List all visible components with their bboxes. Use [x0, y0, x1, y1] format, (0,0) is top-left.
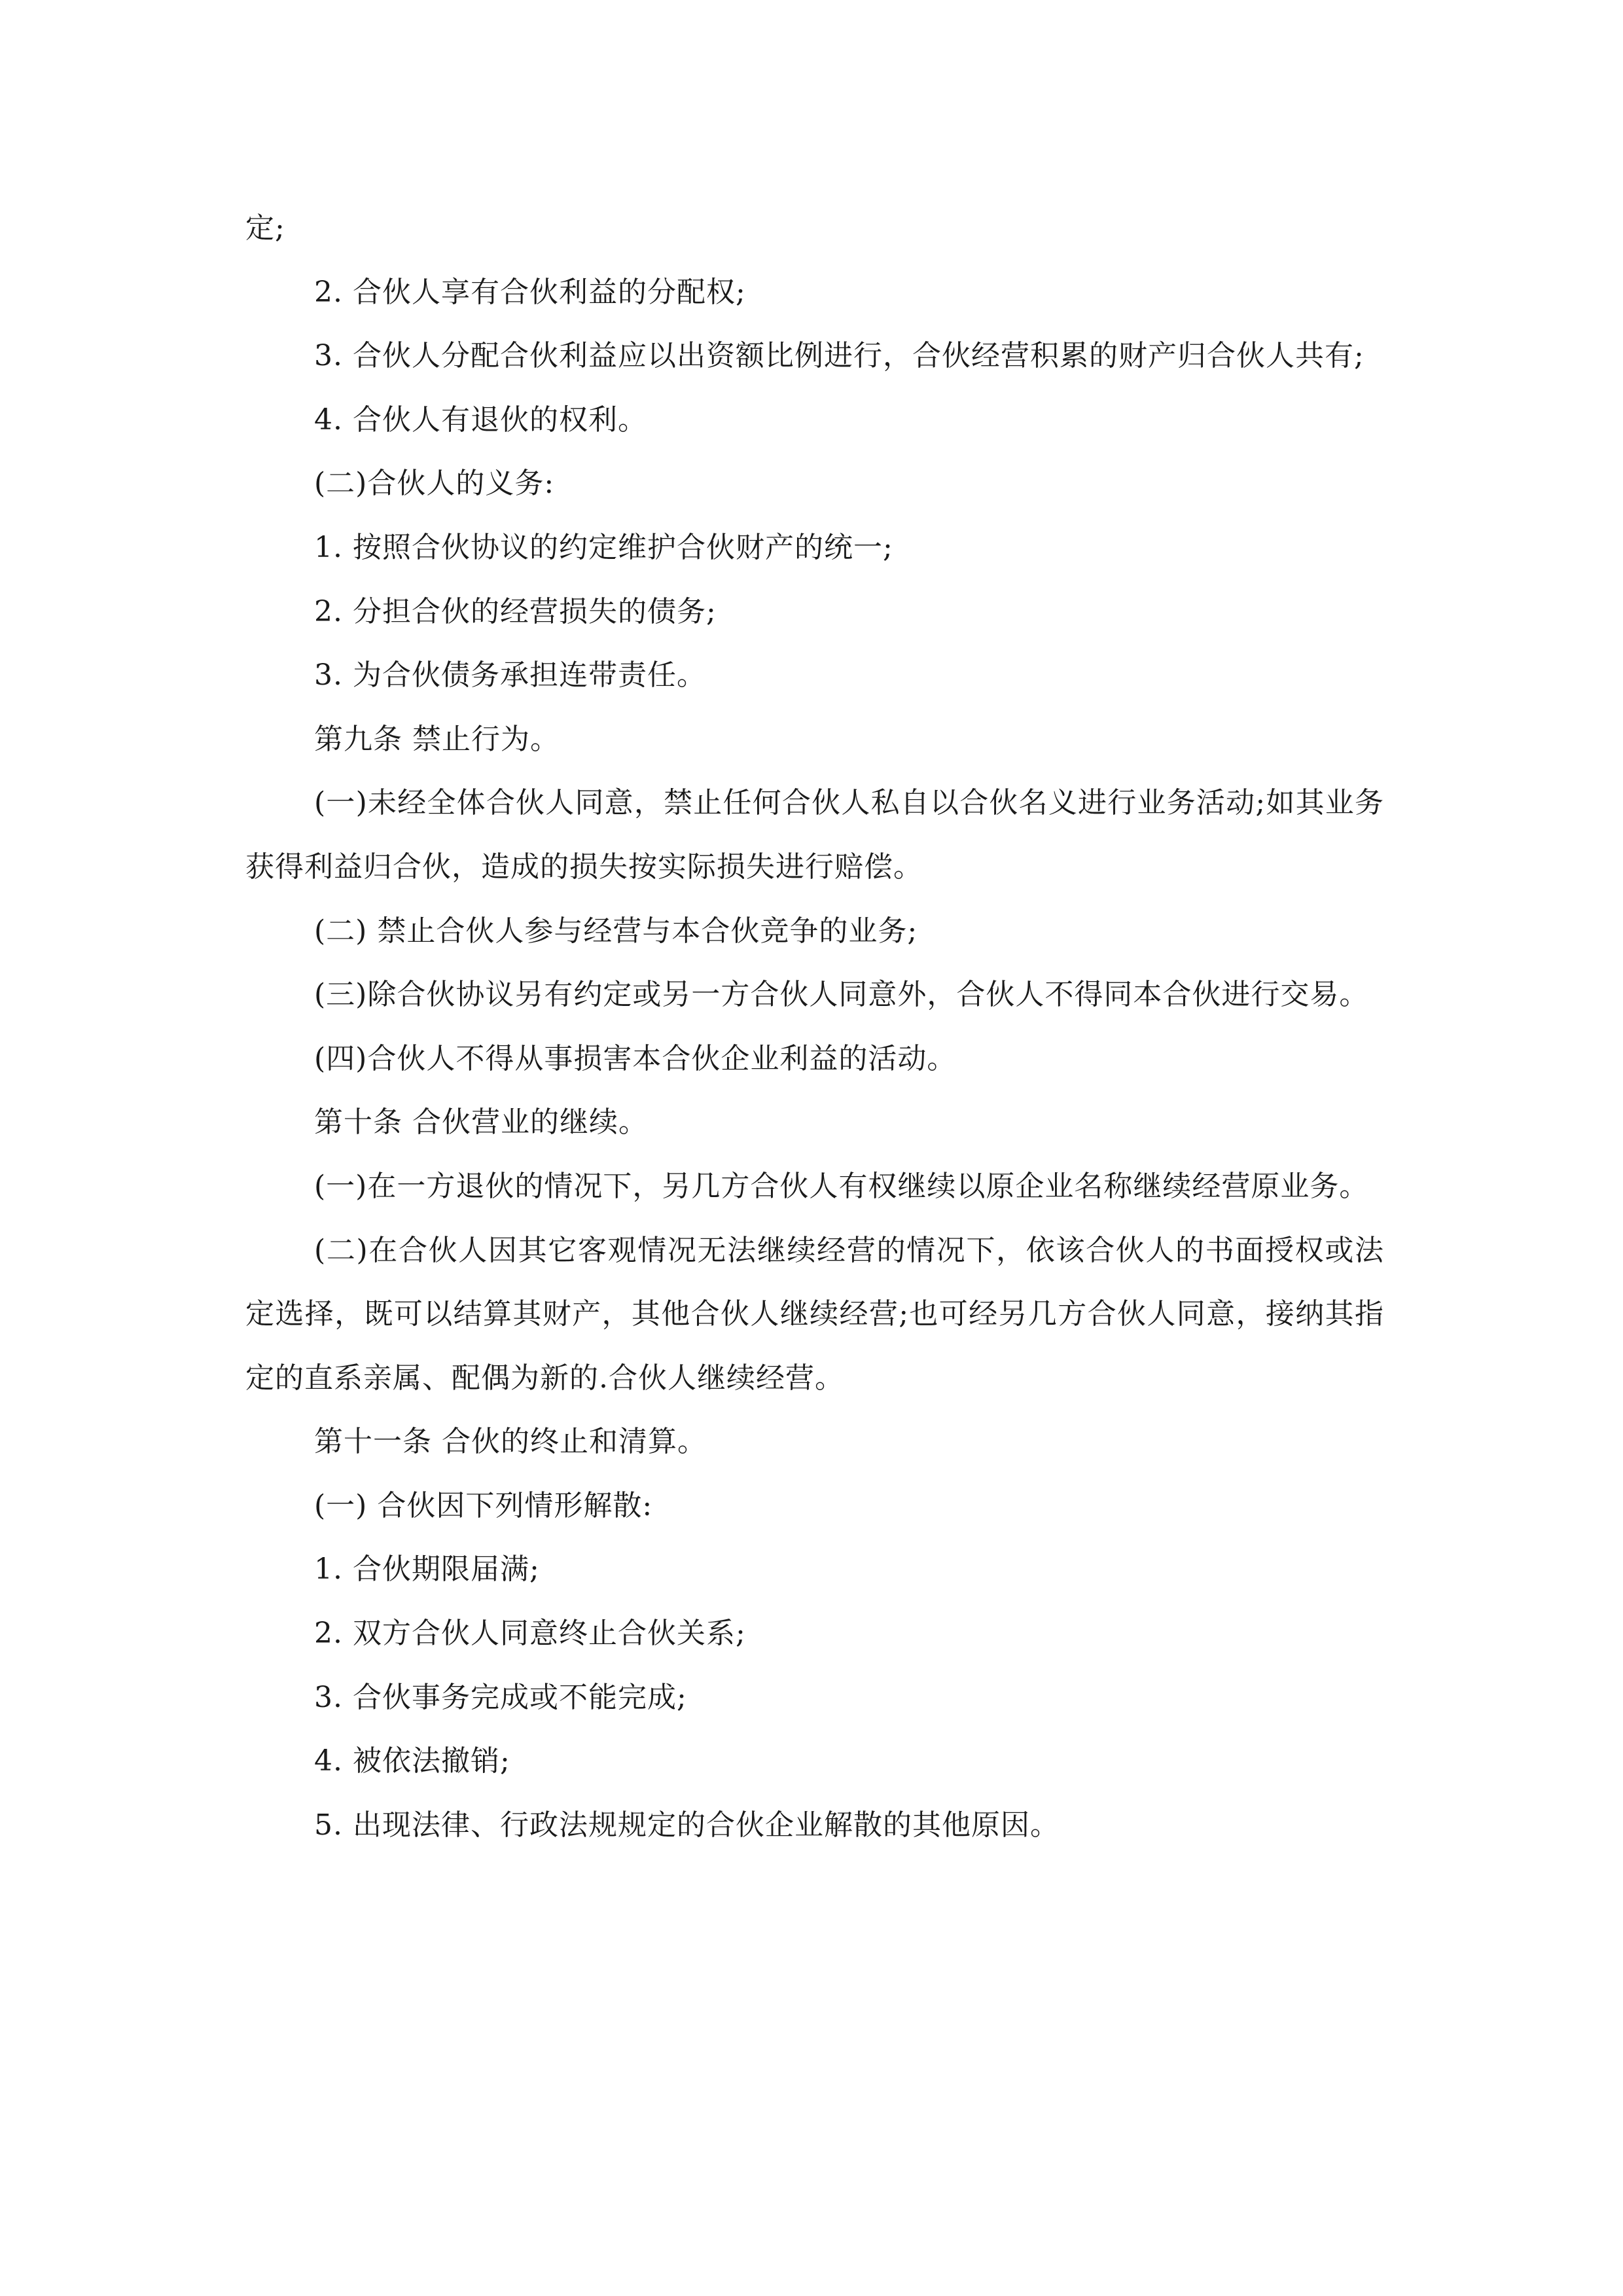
document-body — [245, 196, 1384, 1857]
article-9-clause-4: (四)合伙人不得从事损害本合伙企业利益的活动。 — [314, 1041, 957, 1075]
dissolution-item-1: 1. 合伙期限届满; — [314, 1552, 540, 1587]
paragraph-continuation: 定; — [245, 211, 285, 245]
paragraph-obligations-heading: (二)合伙人的义务: — [314, 467, 555, 501]
paragraph-right-2: 2. 合伙人享有合伙利益的分配权; — [314, 275, 746, 309]
dissolution-item-2: 2. 双方合伙人同意终止合伙关系; — [314, 1617, 746, 1651]
paragraph-right-4: 4. 合伙人有退伙的权利。 — [314, 403, 647, 437]
article-9-heading: 第九条 禁止行为。 — [314, 722, 560, 756]
dissolution-item-3: 3. 合伙事务完成或不能完成; — [314, 1680, 687, 1714]
dissolution-item-4: 4. 被依法撤销; — [314, 1744, 510, 1778]
article-9-clause-2: (二) 禁止合伙人参与经营与本合伙竞争的业务; — [314, 914, 918, 948]
paragraph-obligation-1: 1. 按照合伙协议的约定维护合伙财产的统一; — [314, 530, 893, 564]
paragraph-right-3: 3. 合伙人分配合伙利益应以出资额比例进行，合伙经营积累的财产归合伙人共有; — [314, 339, 1364, 373]
paragraph-obligation-3: 3. 为合伙债务承担连带责任。 — [314, 658, 706, 692]
article-11-clause-1: (一) 合伙因下列情形解散: — [314, 1488, 653, 1522]
dissolution-item-5: 5. 出现法律、行政法规规定的合伙企业解散的其他原因。 — [314, 1808, 1060, 1842]
article-10-heading: 第十条 合伙营业的继续。 — [314, 1105, 648, 1139]
article-9-clause-1: (一)未经全体合伙人同意，禁止任何合伙人私自以合伙名义进行业务活动;如其业务获得利益归合伙，造成的损失按实际损失进行赔偿。 — [245, 786, 1384, 884]
paragraph-obligation-2: 2. 分担合伙的经营损失的债务; — [314, 594, 717, 628]
article-11-heading: 第十一条 合伙的终止和清算。 — [314, 1425, 707, 1459]
article-9-clause-3: (三)除合伙协议另有约定或另一方合伙人同意外，合伙人不得同本合伙进行交易。 — [314, 978, 1369, 1012]
article-10-clause-2: (二)在合伙人因其它客观情况无法继续经营的情况下，依该合伙人的书面授权或法定选择，既可以结算其财产，其他合伙人继续经营;也可经另几方合伙人同意，接纳其指定的直系亲属、配偶为新的.合伙人继续经营。 — [245, 1233, 1384, 1395]
article-10-clause-1: (一)在一方退伙的情况下，另几方合伙人有权继续以原企业名称继续经营原业务。 — [314, 1169, 1369, 1203]
